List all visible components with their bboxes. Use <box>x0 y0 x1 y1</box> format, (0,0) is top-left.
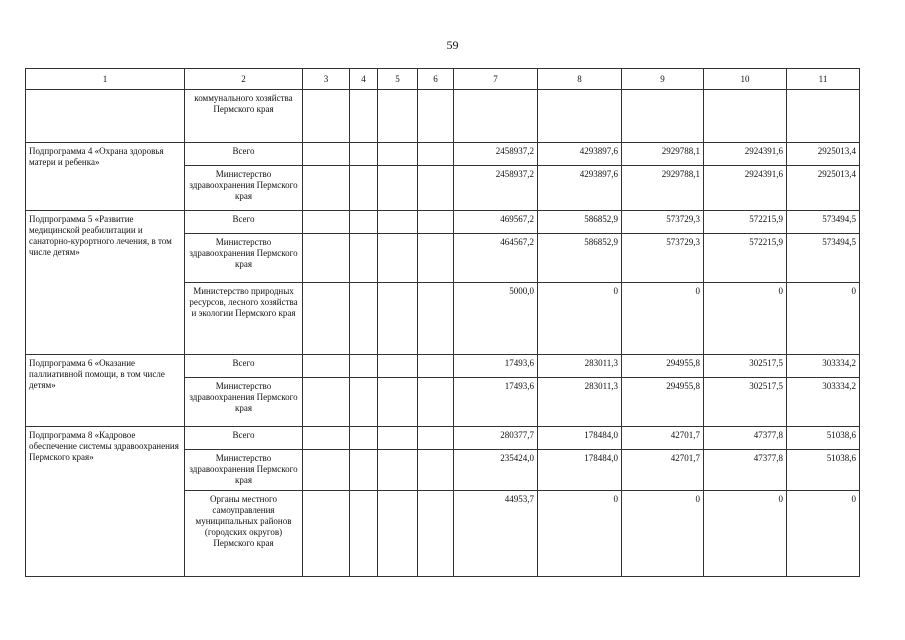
value-cell: 586852,9 <box>538 234 622 283</box>
value-cell: 0 <box>787 491 860 577</box>
table-row <box>26 355 860 378</box>
value-cell: 586852,9 <box>538 211 622 234</box>
value-cell: 17493,6 <box>454 378 538 427</box>
header-cell: 5 <box>378 69 418 90</box>
header-cell: 6 <box>418 69 454 90</box>
program-cell: Подпрограмма 5 «Развитие медицинской реабилитации и санаторно-курортного лечения, в том числе детям» <box>26 211 185 355</box>
program-cell <box>26 90 185 143</box>
value-cell: 573729,3 <box>622 234 704 283</box>
value-cell: 4293897,6 <box>538 166 622 211</box>
value-cell: 0 <box>704 491 787 577</box>
table-row <box>26 90 860 143</box>
value-cell: 2924391,6 <box>704 143 787 166</box>
value-cell: 2458937,2 <box>454 143 538 166</box>
value-cell: 2458937,2 <box>454 166 538 211</box>
value-cell: 283011,3 <box>538 355 622 378</box>
executor-cell: Органы местного самоуправления муниципальных районов (городских округов) Пермского края <box>185 491 303 577</box>
value-cell: 44953,7 <box>454 491 538 577</box>
page-number: 59 <box>446 38 459 52</box>
value-cell: 280377,7 <box>454 427 538 450</box>
value-cell: 2929788,1 <box>622 143 704 166</box>
executor-cell: коммунального хозяйства Пермского края <box>185 90 303 143</box>
executor-cell: Всего <box>185 143 303 166</box>
header-cell: 8 <box>538 69 622 90</box>
value-cell: 0 <box>538 283 622 355</box>
program-cell: Подпрограмма 4 «Охрана здоровья матери и ребенка» <box>26 143 185 211</box>
value-cell: 42701,7 <box>622 427 704 450</box>
value-cell: 2925013,4 <box>787 166 860 211</box>
value-cell: 302517,5 <box>704 378 787 427</box>
header-cell: 7 <box>454 69 538 90</box>
value-cell: 0 <box>787 283 860 355</box>
executor-cell: Министерство природных ресурсов, лесного хозяйства и экологии Пермского края <box>185 283 303 355</box>
value-cell: 178484,0 <box>538 450 622 491</box>
header-cell: 4 <box>350 69 378 90</box>
value-cell: 294955,8 <box>622 355 704 378</box>
executor-cell: Всего <box>185 427 303 450</box>
executor-cell: Министерство здравоохранения Пермского края <box>185 378 303 427</box>
value-cell: 0 <box>622 491 704 577</box>
header-row <box>26 69 860 90</box>
value-cell: 51038,6 <box>787 427 860 450</box>
table-row <box>26 143 860 166</box>
value-cell: 235424,0 <box>454 450 538 491</box>
value-cell: 303334,2 <box>787 378 860 427</box>
budget-table <box>25 68 860 577</box>
header-cell: 11 <box>787 69 860 90</box>
value-cell: 283011,3 <box>538 378 622 427</box>
value-cell: 2925013,4 <box>787 143 860 166</box>
value-cell: 303334,2 <box>787 355 860 378</box>
value-cell: 572215,9 <box>704 211 787 234</box>
value-cell: 47377,8 <box>704 450 787 491</box>
header-cell: 10 <box>704 69 787 90</box>
executor-cell: Министерство здравоохранения Пермского края <box>185 450 303 491</box>
executor-cell: Министерство здравоохранения Пермского края <box>185 166 303 211</box>
value-cell: 47377,8 <box>704 427 787 450</box>
executor-cell: Всего <box>185 211 303 234</box>
value-cell: 573494,5 <box>787 211 860 234</box>
value-cell: 178484,0 <box>538 427 622 450</box>
value-cell: 573494,5 <box>787 234 860 283</box>
value-cell: 2924391,6 <box>704 166 787 211</box>
value-cell: 302517,5 <box>704 355 787 378</box>
value-cell: 42701,7 <box>622 450 704 491</box>
header-cell: 3 <box>303 69 350 90</box>
executor-cell: Всего <box>185 355 303 378</box>
program-cell: Подпрограмма 6 «Оказание паллиативной помощи, в том числе детям» <box>26 355 185 427</box>
value-cell: 4293897,6 <box>538 143 622 166</box>
value-cell: 572215,9 <box>704 234 787 283</box>
value-cell: 0 <box>538 491 622 577</box>
executor-cell: Министерство здравоохранения Пермского края <box>185 234 303 283</box>
table-row <box>26 211 860 234</box>
value-cell: 5000,0 <box>454 283 538 355</box>
value-cell: 17493,6 <box>454 355 538 378</box>
value-cell: 0 <box>704 283 787 355</box>
value-cell: 0 <box>622 283 704 355</box>
header-cell: 9 <box>622 69 704 90</box>
value-cell: 573729,3 <box>622 211 704 234</box>
value-cell: 294955,8 <box>622 378 704 427</box>
value-cell: 51038,6 <box>787 450 860 491</box>
program-cell: Подпрограмма 8 «Кадровое обеспечение системы здравоохранения Пермского края» <box>26 427 185 577</box>
header-cell: 1 <box>26 69 185 90</box>
value-cell: 464567,2 <box>454 234 538 283</box>
header-cell: 2 <box>185 69 303 90</box>
value-cell: 469567,2 <box>454 211 538 234</box>
value-cell: 2929788,1 <box>622 166 704 211</box>
table-row <box>26 427 860 450</box>
